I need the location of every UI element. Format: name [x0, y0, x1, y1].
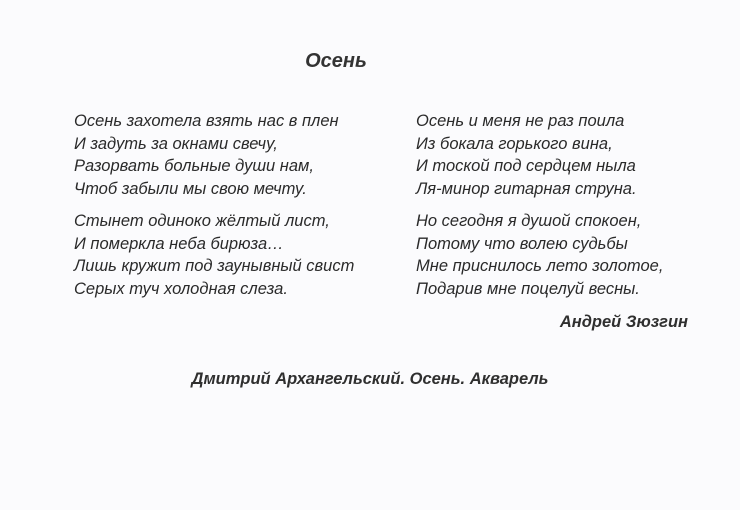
poem-line: Но сегодня я душой спокоен,	[416, 212, 642, 230]
poem-line: Потому что волею судьбы	[416, 234, 628, 253]
poem-line: Лишь кружит под заунывный свист	[74, 257, 355, 276]
stanza-2	[74, 210, 354, 301]
poem-title: Осень	[305, 50, 367, 72]
author-signature: Андрей Зюзгин	[559, 313, 688, 331]
poem-line: Из бокала горького вина,	[416, 134, 613, 153]
poem-line: Разорвать больные души нам,	[74, 157, 314, 176]
stanza-3	[416, 110, 637, 201]
poem-line: И померкла неба бирюза…	[74, 234, 284, 253]
poem-line: Чтоб забыли мы свою мечту.	[74, 180, 307, 199]
artwork-caption: Дмитрий Архангельский. Осень. Акварель	[191, 370, 549, 388]
stanza-1	[74, 110, 339, 201]
poem-line: Мне приснилось лето золотое,	[416, 257, 664, 276]
poem-line: И задуть за окнами свечу,	[74, 134, 278, 153]
poem-line: Подарив мне поцелуй весны.	[416, 280, 640, 299]
poem-line: И тоской под сердцем ныла	[416, 157, 636, 176]
stanza-4	[416, 210, 663, 301]
poem-line: Осень захотела взять нас в плен	[74, 112, 339, 130]
poem-line: Ля-минор гитарная струна.	[416, 180, 637, 199]
poem-line: Осень и меня не раз поила	[416, 112, 625, 130]
poem-line: Стынет одиноко жёлтый лист,	[74, 212, 330, 230]
poem-line: Серых туч холодная слеза.	[74, 280, 288, 299]
